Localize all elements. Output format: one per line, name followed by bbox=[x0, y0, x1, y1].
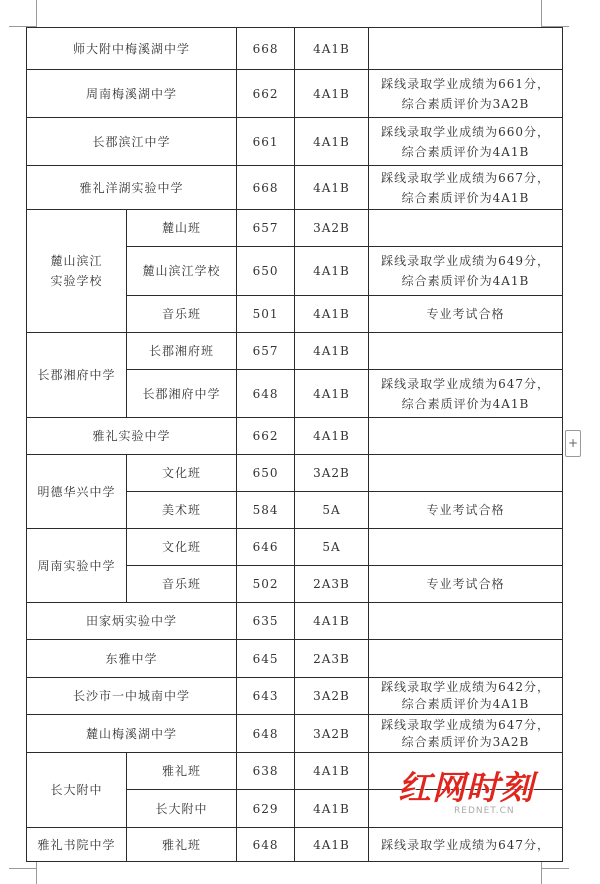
score-cell: 643 bbox=[237, 678, 295, 715]
note-cell bbox=[369, 166, 563, 210]
table-row bbox=[27, 210, 563, 247]
table-row bbox=[27, 28, 563, 70]
note-cell bbox=[369, 118, 563, 166]
note-cell bbox=[369, 640, 563, 678]
note-cell bbox=[369, 603, 563, 640]
crop-mark bbox=[541, 862, 542, 884]
score-cell: 662 bbox=[237, 70, 295, 118]
score-cell: 629 bbox=[237, 790, 295, 828]
table-row bbox=[27, 715, 563, 753]
watermark-subtitle: REDNET.CN bbox=[454, 806, 515, 816]
crop-mark bbox=[36, 0, 37, 27]
grade-cell: 4A1B bbox=[295, 28, 369, 70]
note-cell bbox=[369, 247, 563, 296]
class-name: 音乐班 bbox=[127, 566, 237, 603]
grade-cell: 2A3B bbox=[295, 566, 369, 603]
table-row bbox=[27, 678, 563, 715]
admissions-table bbox=[26, 27, 563, 862]
watermark-logo bbox=[398, 768, 573, 832]
school-name: 长郡滨江中学 bbox=[27, 118, 237, 166]
note-line: 专业考试合格 bbox=[426, 577, 505, 591]
note-line: 专业考试合格 bbox=[426, 503, 505, 517]
note-cell bbox=[369, 492, 563, 529]
grade-cell: 2A3B bbox=[295, 640, 369, 678]
grade-cell: 4A1B bbox=[295, 790, 369, 828]
add-row-button[interactable]: + bbox=[565, 430, 581, 457]
grade-cell: 4A1B bbox=[295, 70, 369, 118]
table-row bbox=[27, 455, 563, 492]
note-cell bbox=[369, 370, 563, 418]
table-row bbox=[27, 333, 563, 370]
note-line: 踩线录取学业成绩为647分， bbox=[381, 717, 550, 732]
grade-cell: 4A1B bbox=[295, 753, 369, 790]
note-cell bbox=[369, 828, 563, 862]
class-name: 长郡湘府班 bbox=[127, 333, 237, 370]
grade-cell: 3A2B bbox=[295, 715, 369, 753]
note-line: 综合素质评价为4A1B bbox=[401, 396, 530, 411]
crop-mark bbox=[541, 868, 569, 869]
grade-cell: 3A2B bbox=[295, 210, 369, 247]
school-name: 长郡湘府中学 bbox=[27, 333, 127, 418]
note-cell bbox=[369, 28, 563, 70]
score-cell: 648 bbox=[237, 828, 295, 862]
note-cell bbox=[369, 566, 563, 603]
score-cell: 661 bbox=[237, 118, 295, 166]
school-name: 雅礼洋湖实验中学 bbox=[27, 166, 237, 210]
score-cell: 648 bbox=[237, 715, 295, 753]
table-row bbox=[27, 118, 563, 166]
note-cell bbox=[369, 70, 563, 118]
note-cell bbox=[369, 210, 563, 247]
school-name-line: 实验学校 bbox=[50, 274, 103, 288]
table-row bbox=[27, 529, 563, 566]
class-name: 雅礼班 bbox=[127, 753, 237, 790]
score-cell: 638 bbox=[237, 753, 295, 790]
class-name: 长郡湘府中学 bbox=[127, 370, 237, 418]
class-name: 文化班 bbox=[127, 529, 237, 566]
grade-cell: 5A bbox=[295, 492, 369, 529]
score-cell: 502 bbox=[237, 566, 295, 603]
note-line: 踩线录取学业成绩为642分， bbox=[381, 680, 550, 694]
grade-cell: 4A1B bbox=[295, 418, 369, 455]
score-cell: 645 bbox=[237, 640, 295, 678]
note-line: 踩线录取学业成绩为661分， bbox=[381, 76, 550, 91]
note-line: 踩线录取学业成绩为660分， bbox=[381, 124, 550, 139]
school-name: 雅礼实验中学 bbox=[27, 418, 237, 455]
school-name: 长沙市一中城南中学 bbox=[27, 678, 237, 715]
note-cell bbox=[369, 678, 563, 715]
note-cell bbox=[369, 333, 563, 370]
grade-cell: 4A1B bbox=[295, 166, 369, 210]
score-cell: 635 bbox=[237, 603, 295, 640]
grade-cell: 4A1B bbox=[295, 370, 369, 418]
score-cell: 650 bbox=[237, 455, 295, 492]
school-name-line: 麓山滨江 bbox=[50, 254, 103, 268]
school-name: 东雅中学 bbox=[27, 640, 237, 678]
note-line: 综合素质评价为4A1B bbox=[401, 697, 530, 711]
school-name: 师大附中梅溪湖中学 bbox=[27, 28, 237, 70]
score-cell: 668 bbox=[237, 166, 295, 210]
school-name: 长大附中 bbox=[27, 753, 127, 828]
table-row bbox=[27, 828, 563, 862]
grade-cell: 4A1B bbox=[295, 296, 369, 333]
score-cell: 650 bbox=[237, 247, 295, 296]
grade-cell: 4A1B bbox=[295, 603, 369, 640]
note-cell bbox=[369, 296, 563, 333]
note-line: 踩线录取学业成绩为647分， bbox=[381, 837, 550, 852]
table-row bbox=[27, 640, 563, 678]
score-cell: 584 bbox=[237, 492, 295, 529]
table-row bbox=[27, 418, 563, 455]
class-name: 音乐班 bbox=[127, 296, 237, 333]
school-name bbox=[27, 210, 127, 333]
grade-cell: 4A1B bbox=[295, 333, 369, 370]
school-name: 周南梅溪湖中学 bbox=[27, 70, 237, 118]
school-name: 麓山梅溪湖中学 bbox=[27, 715, 237, 753]
class-name: 美术班 bbox=[127, 492, 237, 529]
note-line: 综合素质评价为4A1B bbox=[401, 190, 530, 205]
table-row bbox=[27, 166, 563, 210]
class-name: 麓山班 bbox=[127, 210, 237, 247]
score-cell: 646 bbox=[237, 529, 295, 566]
note-line: 踩线录取学业成绩为647分， bbox=[381, 376, 550, 391]
class-name: 雅礼班 bbox=[127, 828, 237, 862]
school-name: 田家炳实验中学 bbox=[27, 603, 237, 640]
score-cell: 657 bbox=[237, 210, 295, 247]
crop-mark bbox=[541, 0, 542, 27]
note-cell bbox=[369, 529, 563, 566]
note-line: 踩线录取学业成绩为649分， bbox=[381, 254, 550, 268]
watermark-title: 红网时刻 bbox=[398, 768, 534, 807]
school-name: 周南实验中学 bbox=[27, 529, 127, 603]
note-line: 踩线录取学业成绩为667分， bbox=[381, 170, 550, 185]
note-cell bbox=[369, 715, 563, 753]
crop-mark bbox=[36, 862, 37, 884]
school-name: 雅礼书院中学 bbox=[27, 828, 127, 862]
score-cell: 648 bbox=[237, 370, 295, 418]
table-row bbox=[27, 70, 563, 118]
grade-cell: 3A2B bbox=[295, 455, 369, 492]
note-line: 综合素质评价为3A2B bbox=[401, 96, 530, 111]
table-row bbox=[27, 603, 563, 640]
crop-mark bbox=[9, 868, 37, 869]
class-name: 文化班 bbox=[127, 455, 237, 492]
grade-cell: 4A1B bbox=[295, 118, 369, 166]
note-line: 综合素质评价为4A1B bbox=[401, 274, 530, 288]
grade-cell: 3A2B bbox=[295, 678, 369, 715]
note-cell bbox=[369, 418, 563, 455]
grade-cell: 4A1B bbox=[295, 828, 369, 862]
class-name: 麓山滨江学校 bbox=[127, 247, 237, 296]
note-line: 专业考试合格 bbox=[426, 307, 505, 321]
note-line: 综合素质评价为3A2B bbox=[401, 734, 530, 749]
class-name: 长大附中 bbox=[127, 790, 237, 828]
school-name: 明德华兴中学 bbox=[27, 455, 127, 529]
score-cell: 662 bbox=[237, 418, 295, 455]
note-cell bbox=[369, 455, 563, 492]
score-cell: 657 bbox=[237, 333, 295, 370]
note-line: 综合素质评价为4A1B bbox=[401, 144, 530, 159]
grade-cell: 5A bbox=[295, 529, 369, 566]
score-cell: 501 bbox=[237, 296, 295, 333]
grade-cell: 4A1B bbox=[295, 247, 369, 296]
score-cell: 668 bbox=[237, 28, 295, 70]
